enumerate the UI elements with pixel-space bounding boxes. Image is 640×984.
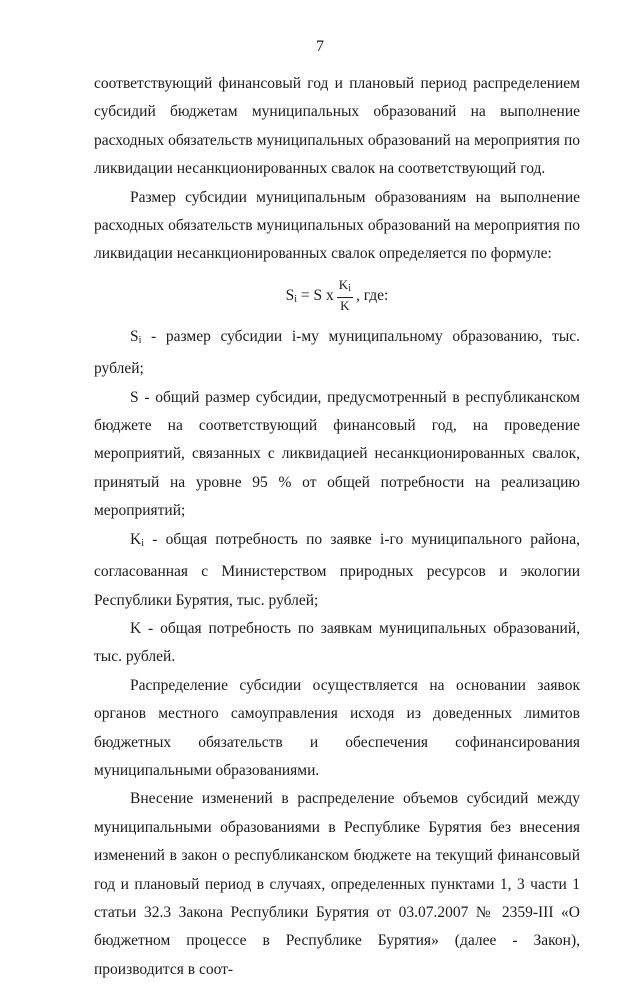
paragraph-distribution: Распределение субсидии осуществляется на основании заявок органов местного самоуправления исходя из доведенных лимитов бюджетных обязательств и обеспечения софинансирования муниципальными образованиями. <box>94 676 580 779</box>
formula-numerator: $K_i$ <box>337 278 353 298</box>
subsidy-formula <box>94 269 580 323</box>
definition-k: K - общая потребность по заявкам муниципальных образований, тыс. рублей. <box>94 619 580 666</box>
formula-equals: = S x <box>300 286 334 304</box>
formula-denominator: K <box>340 298 350 314</box>
paragraph-continuation: соответствующий финансовый год и плановый период распределением субсидий бюджетам муниципальных образований на выполнение расходных обязательств муниципальных образований на мероприятия по ликвидации несанкционированных свалок на соответствующий год. <box>94 75 580 178</box>
formula-lhs: $S_i$ <box>285 286 298 305</box>
formula-tail: , где: <box>355 286 389 304</box>
paragraph-amendments: Внесение изменений в распределение объемов субсидий между муниципальными образованиями в Республике Бурятия без внесения изменений в закон о республиканском бюджете на текущий финансовый год и плановый период в случаях, определенных пунктами 1, 3 части 1 статьи 32.3 Закона Республики Бурятия от 03.07.2007 № 2359-III «О бюджетном процессе в Республике Бурятия» (далее - Закон), производится в соот- <box>94 790 580 978</box>
paragraph-subsidy-size: Размер субсидии муниципальным образованиям на выполнение расходных обязательств муниципальных образований на мероприятия по ликвидации несанкционированных свалок определяется по формуле: <box>94 188 580 263</box>
definition-si: $S_i$ - размер субсидии i-му муниципальному образованию, тыс. рублей; <box>94 327 580 378</box>
page-number: 7 <box>316 38 324 55</box>
definition-ki: $K_i$ - общая потребность по заявке i-го муниципального района, согласованная с Министерством природных ресурсов и экологии Республики Бурятия, тыс. рублей; <box>94 530 580 609</box>
formula-fraction <box>337 278 353 313</box>
definition-s: S - общий размер субсидии, предусмотренный в республиканском бюджете на соответствующий финансовый год, на проведение мероприятий, связанных с ликвидацией несанкционированных свалок, принятый на уровне 95 % от общей потребности на реализацию мероприятий; <box>94 388 580 520</box>
document-body <box>94 70 580 984</box>
